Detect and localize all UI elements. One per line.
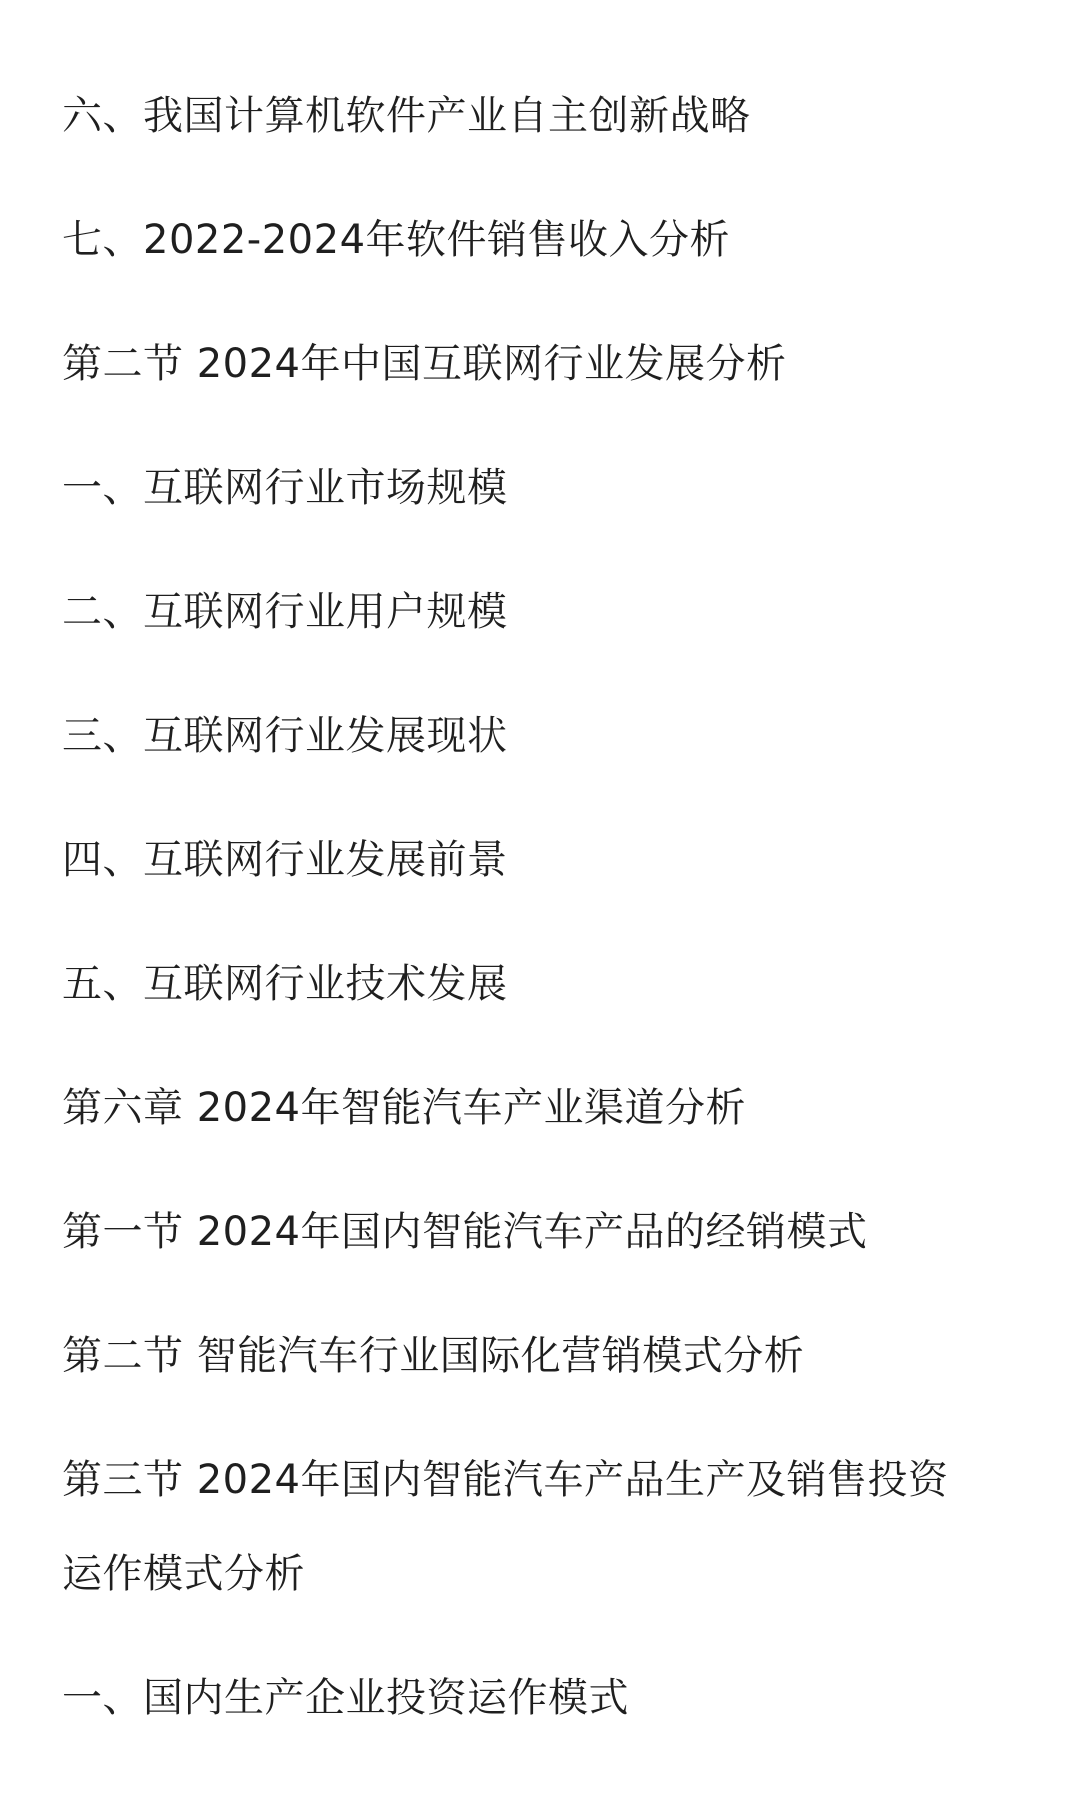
toc-line: 第六章 2024年智能汽车产业渠道分析 <box>62 1085 747 1131</box>
toc-line: 第一节 2024年国内智能汽车产品的经销模式 <box>62 1209 868 1255</box>
toc-line: 四、互联网行业发展前景 <box>62 837 508 883</box>
toc-line: 第二节 2024年中国互联网行业发展分析 <box>62 341 787 387</box>
toc-line: 七、2022-2024年软件销售收入分析 <box>62 217 731 263</box>
toc-line: 第二节 智能汽车行业国际化营销模式分析 <box>62 1333 805 1379</box>
toc-line: 第三节 2024年国内智能汽车产品生产及销售投资 <box>62 1457 949 1503</box>
toc-line: 五、互联网行业技术发展 <box>62 961 508 1007</box>
toc-line: 二、互联网行业用户规模 <box>62 589 508 635</box>
toc-line: 一、国内生产企业投资运作模式 <box>62 1675 629 1721</box>
toc-line: 六、我国计算机软件产业自主创新战略 <box>62 93 751 139</box>
toc-line: 三、互联网行业发展现状 <box>62 713 508 759</box>
toc-line: 一、互联网行业市场规模 <box>62 465 508 511</box>
toc-line-continuation: 运作模式分析 <box>62 1551 305 1597</box>
